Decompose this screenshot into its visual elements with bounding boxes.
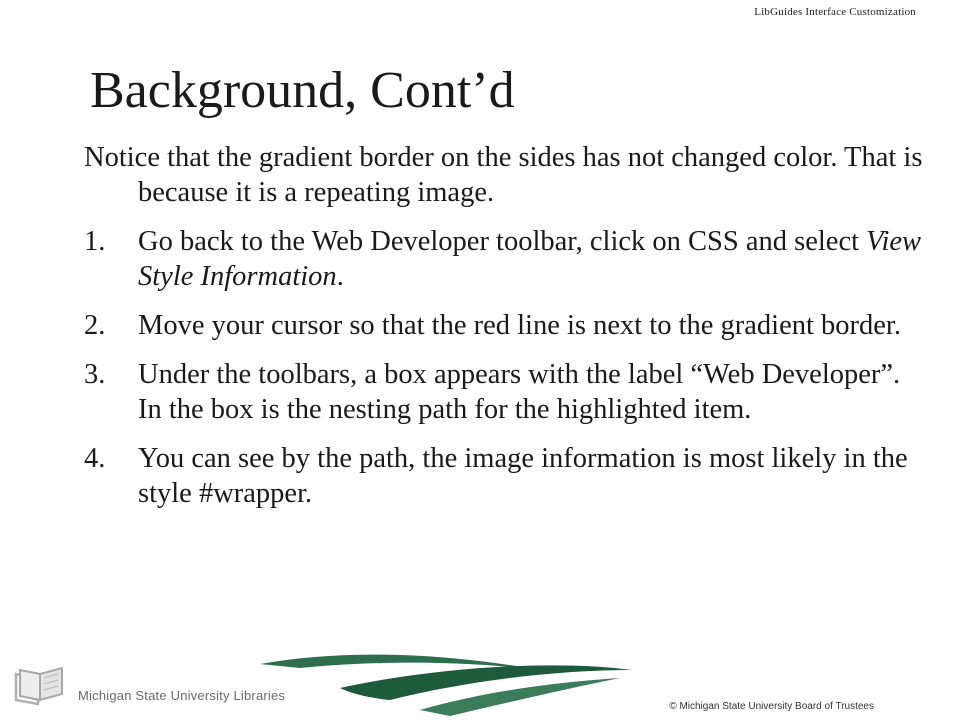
open-book-icon <box>12 660 72 708</box>
header-label: LibGuides Interface Customization <box>754 6 916 18</box>
step-text <box>138 224 924 294</box>
step-text: Move your cursor so that the red line is next to the gradient border. <box>138 310 901 341</box>
list-item <box>84 224 924 294</box>
step-number: 2. <box>84 310 106 341</box>
step-number: 4. <box>84 443 106 474</box>
step-text: You can see by the path, the image information is most likely in the style #wrapper. <box>138 443 908 509</box>
step-emphasis: View Style Information <box>138 226 922 292</box>
step-text: Under the toolbars, a box appears with the label “Web Developer”. In the box is the nesting path for the highlighted item. <box>138 359 901 425</box>
library-name: Michigan State University Libraries <box>78 688 286 703</box>
list-item <box>84 308 924 343</box>
list-item <box>84 357 924 427</box>
copyright-notice: © Michigan State University Board of Trustees <box>669 701 874 712</box>
green-swoosh-icon <box>240 640 640 720</box>
step-text-part: . <box>336 261 344 292</box>
intro-paragraph: Notice that the gradient border on the sides has not changed color. That is because it is a repeating image. <box>84 142 923 208</box>
step-number: 1. <box>84 226 106 257</box>
slide-body <box>84 140 924 525</box>
footer <box>0 640 960 720</box>
steps-list <box>84 224 924 511</box>
slide-title: Background, Cont’d <box>90 62 515 119</box>
step-text-part: Go back to the Web Developer toolbar, click on CSS and select <box>138 226 867 257</box>
list-item <box>84 441 924 511</box>
step-number: 3. <box>84 359 106 390</box>
